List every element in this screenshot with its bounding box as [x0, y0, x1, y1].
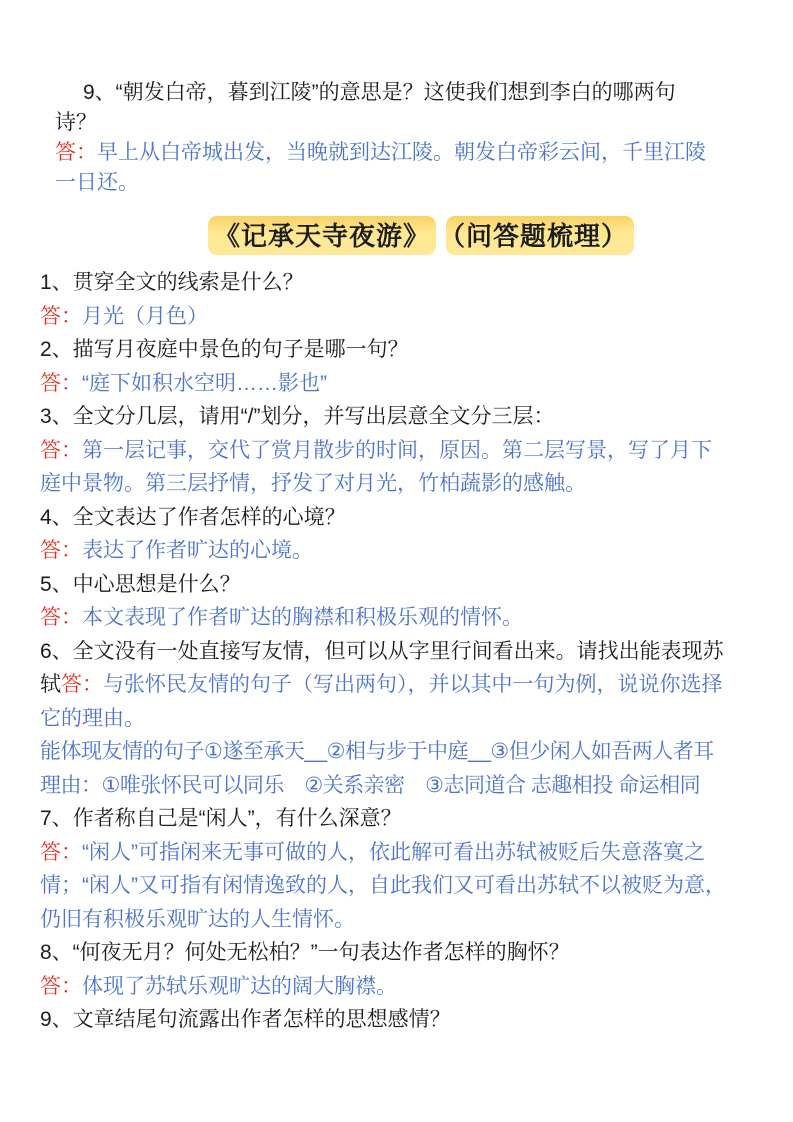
- answer-text: “庭下如积水空明……影也”: [82, 371, 327, 395]
- answer-label: 答：: [61, 673, 103, 696]
- answer-label: 答：: [40, 539, 82, 562]
- answer-text: 第一层记事，交代了赏月散步的时间，原因。第二层写景，写了月下庭中景物。第三层抒情，抒发了对月光，竹柏蔬影的感触。: [40, 438, 712, 495]
- previous-section: [55, 78, 715, 198]
- question-text: 9、文章结尾句流露出作者怎样的思想感情？: [40, 1008, 451, 1031]
- question-text: 2、描写月夜庭中景色的句子是哪一句？: [40, 338, 409, 361]
- answer-label: 答：: [40, 974, 82, 998]
- question-text: 4、全文表达了作者怎样的心境？: [40, 505, 346, 529]
- answer-line: [40, 534, 730, 568]
- answer-text: 月光（月色）: [82, 304, 208, 328]
- question-with-inline-answer: [40, 635, 730, 736]
- answer-line: [40, 836, 730, 937]
- answer-text: 体现了苏轼乐观旷达的阔大胸襟。: [82, 974, 397, 998]
- answer-text: 表达了作者旷达的心境。: [82, 539, 313, 562]
- answer-line: [40, 970, 730, 1004]
- answer-line: [40, 601, 730, 635]
- question-text: 9、“朝发白帝，暮到江陵”的意思是？这使我们想到李白的哪两句诗？: [55, 81, 676, 134]
- question-text: 3、全文分几层，请用“/”划分，并写出层意全文分三层：: [40, 405, 555, 428]
- answer-label: 答：: [40, 606, 82, 629]
- qa-list: [40, 266, 730, 1037]
- note-line: 理由：①唯张怀民可以同乐 ②关系亲密 ③志同道合 志趣相投 命运相同: [40, 773, 701, 797]
- answer-label: 答：: [40, 840, 82, 864]
- answer-line: [40, 367, 730, 401]
- question-text: 6、全文没有一处直接写友情，但可以从字里行间看出来。请找出能表现苏轼: [40, 639, 724, 696]
- answer-line: [40, 300, 730, 334]
- answer-label: 答：: [40, 371, 82, 395]
- title-main: 《记承天寺夜游》: [208, 216, 436, 255]
- page-title: [112, 214, 730, 260]
- answer-line: [55, 138, 715, 198]
- question-text: 7、作者称自己是“闲人”，有什么深意？: [40, 807, 402, 830]
- answer-text: 早上从白帝城出发，当晚就到达江陵。朝发白帝彩云间，千里江陵一日还。: [55, 141, 706, 194]
- title-sub: （问答题梳理）: [446, 216, 634, 255]
- question-text: 5、中心思想是什么？: [40, 572, 241, 596]
- question-text: 8、“何夜无月？何处无松柏？”一句表达作者怎样的胸怀？: [40, 941, 570, 964]
- answer-label: 答：: [55, 141, 97, 164]
- answer-label: 答：: [40, 438, 82, 462]
- answer-text: 本文表现了作者旷达的胸襟和积极乐观的情怀。: [82, 606, 523, 629]
- answer-text: “闲人”可指闲来无事可做的人，依此解可看出苏轼被贬后失意落寞之情；“闲人”又可指有闲情逸致的人，自此我们又可看出苏轼不以被贬为意，仍旧有积极乐观旷达的人生情怀。: [40, 840, 726, 931]
- question-text: 1、贯穿全文的线索是什么？: [40, 271, 304, 294]
- note-line: 能体现友情的句子①遂至承天__②相与步于中庭__③但少闲人如吾两人者耳: [40, 740, 714, 763]
- answer-text: 与张怀民友情的句子（写出两句），并以其中一句为例，说说你选择它的理由。: [40, 673, 723, 730]
- answer-label: 答：: [40, 304, 82, 328]
- answer-line: [40, 434, 730, 501]
